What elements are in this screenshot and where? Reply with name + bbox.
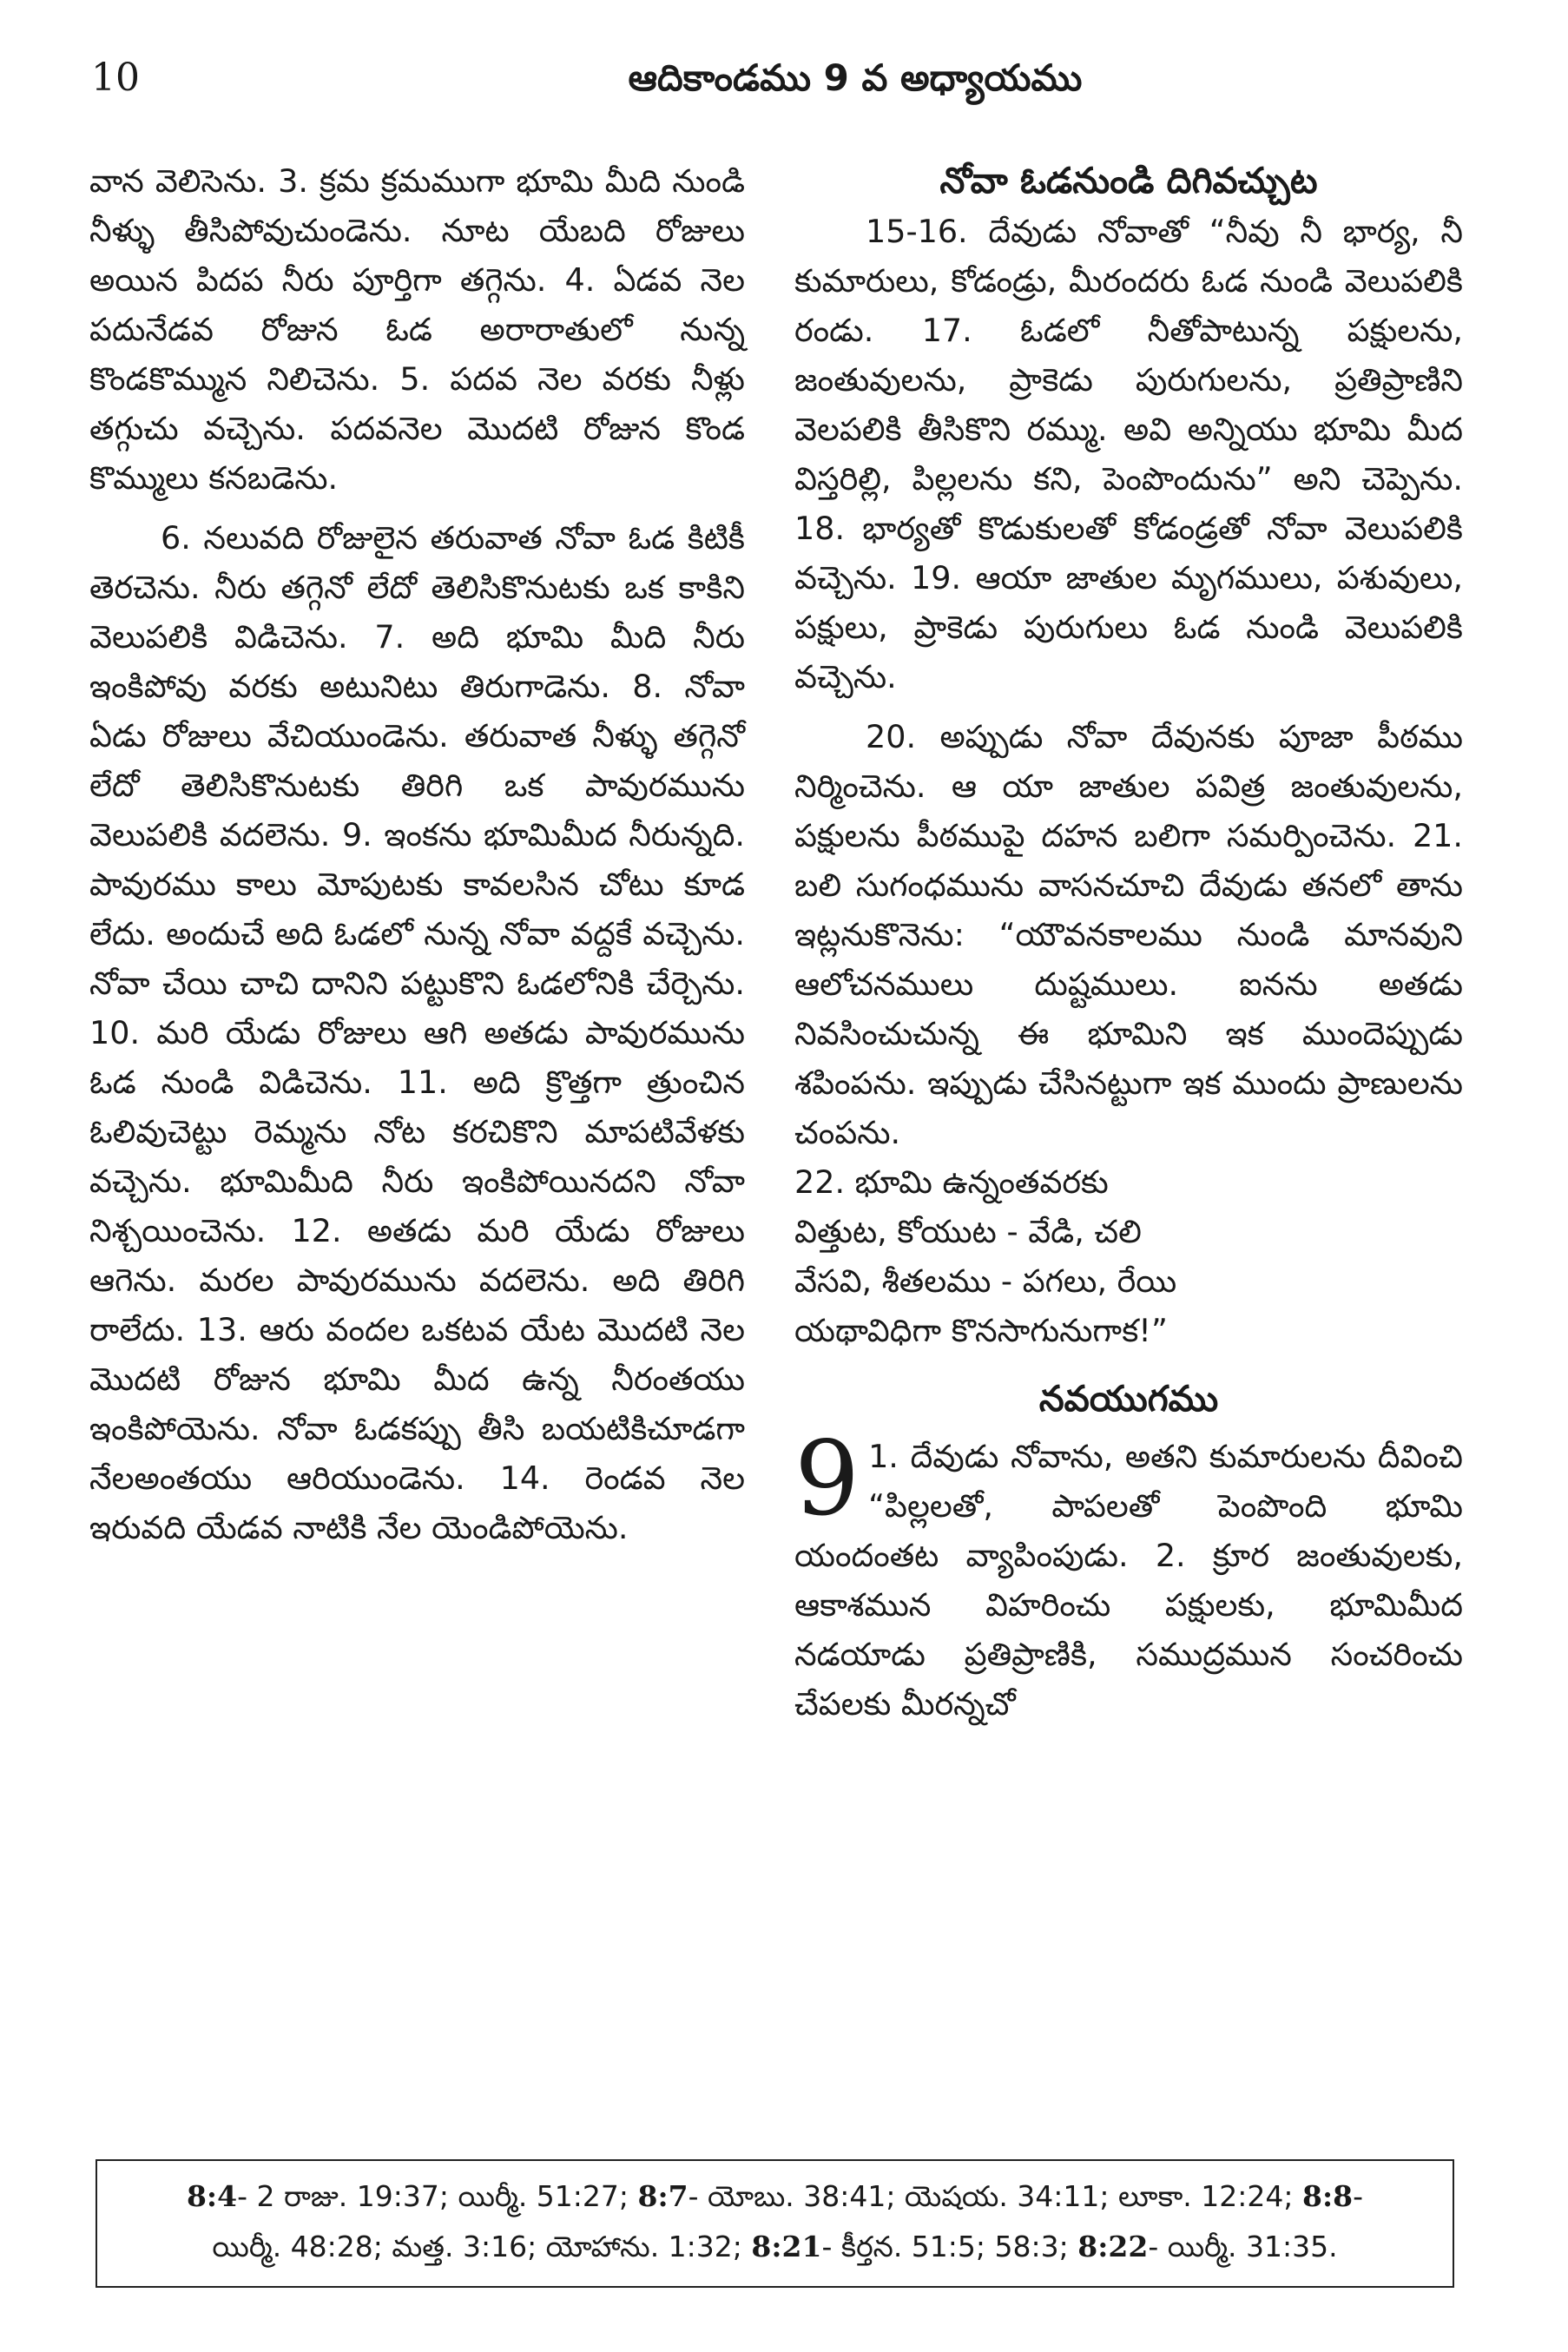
footnote-line <box>115 2222 1435 2272</box>
paragraph: 6. నలువది రోజులైన తరువాత నోవా ఓడ కిటికీ తెరచెను. నీరు తగ్గెనో లేదో తెలిసికొనుటకు ఒక కాకిని వెలుపలికి విడిచెను. 7. అది భూమి మీది నీరు ఇంకిపోవు వరకు అటునిటు తిరుగాడెను. 8. నోవా ఏడు రోజులు వేచియుండెను. తరువాత నీళ్ళు తగ్గెనో లేదో తెలిసికొనుటకు తిరిగి ఒక పావురమును వెలుపలికి వదలెను. 9. ఇంకను భూమిమీద నీరున్నది. పావురము కాలు మోపుటకు కావలసిన చోటు కూడ లేదు. అందుచే అది ఓడలో నున్న నోవా వద్దకే వచ్చెను. నోవా చేయి చాచి దానిని పట్టుకొని ఓడలోనికి చేర్చెను. 10. మరి యేడు రోజులు ఆగి అతడు పావురమును ఓడ నుండి విడిచెను. 11. అది క్రొత్తగా త్రుంచిన ఓలివుచెట్టు రెమ్మను నోట కరచికొని మాపటివేళకు వచ్చెను. భూమిమీది నీరు ఇంకిపోయినదని నోవా నిశ్చయించెను. 12. అతడు మరి యేడు రోజులు ఆగెను. మరల పావురమును వదలెను. అది తిరిగి రాలేదు. 13. ఆరు వందల ఒకటవ యేట మొదటి నెల మొదటి రోజున భూమి మీద ఉన్న నీరంతయు ఇంకిపోయెను. నోవా ఓడకప్పు తీసి బయటికిచూడగా నేలఅంతయు ఆరియుండెను. 14. రెండవ నెల ఇరువది యేడవ నాటికి నేల యెండిపోయెను. <box>89 519 745 1546</box>
footnote-text: యిర్మీ. 48:28; మత్త. 3:16; యోహాను. 1:32; <box>212 2230 752 2263</box>
running-title: ఆదికాండము 9 వ అధ్యాయము <box>628 56 1083 99</box>
footnote-text: - <box>1353 2179 1364 2213</box>
poem-line: వేసవి, శీతలము - పగలు, రేయి <box>794 1262 1177 1300</box>
poem-line: యథావిధిగా కొనసాగునుగాక!” <box>794 1312 1168 1349</box>
paragraph: 15-16. దేవుడు నోవాతో “నీవు నీ భార్య, నీ కుమారులు, కోడండ్రు, మీరందరు ఓడ నుండి వెలుపలికి రండు. 17. ఓడలో నీతోపాటున్న పక్షులను, జంతువులను, ప్రాకెడు పురుగులను, ప్రతిప్రాణిని వెలపలికి తీసికొని రమ్ము. అవి అన్నియు భూమి మీద విస్తరిల్లి, పిల్లలను కని, పెంపొందును” అని చెప్పెను. 18. భార్యతో కొడుకులతో కోడండ్రతో నోవా వెలుపలికి వచ్చెను. 19. ఆయా జాతుల మృగములు, పశువులు, పక్షులు, ప్రాకెడు పురుగులు ఓడ నుండి వెలుపలికి వచ్చెను. <box>794 213 1463 695</box>
chapter-number: 9 <box>794 1419 860 1538</box>
paragraph: వాన వెలిసెను. 3. క్రమ క్రమముగా భూమి మీది నుండి నీళ్ళు తీసిపోవుచుండెను. నూట యేబది రోజులు అయిన పిదప నీరు పూర్తిగా తగ్గెను. 4. ఏడవ నెల పదునేడవ రోజున ఓడ అరారాతులో నున్న కొండకొమ్మున నిలిచెను. 5. పదవ నెల వరకు నీళ్లు తగ్గుచు వచ్చెను. పదవనెల మొదటి రోజున కొండ కొమ్ములు కనబడెను. <box>89 162 745 497</box>
page-number: 10 <box>91 56 140 100</box>
section-heading: నోవా ఓడనుండి దిగివచ్చుట <box>939 160 1318 201</box>
footnote-text: - యిర్మీ. 31:35. <box>1148 2230 1338 2263</box>
footnote-text: - యోబు. 38:41; యెషయ. 34:11; లూకా. 12:24; <box>688 2179 1302 2213</box>
chapter-text: 1. దేవుడు నోవాను, అతని కుమారులను దీవించి “పిల్లలతో, పాపలతో పెంపొంది భూమి యందంతట వ్యాపింపుడు. 2. క్రూర జంతువులకు, ఆకాశమున విహరించు పక్షులకు, భూమిమీద నడయాడు ప్రతిప్రాణికి, సముద్రమున సంచరించు చేపలకు మీరన్నచో <box>794 1438 1463 1723</box>
footnote-line <box>115 2171 1435 2222</box>
footnote-ref: 8:22 <box>1077 2230 1149 2263</box>
paragraph: 20. అప్పుడు నోవా దేవునకు పూజా పీఠము నిర్మించెను. ఆ యా జాతుల పవిత్ర జంతువులను, పక్షులను పీఠముపై దహన బలిగా సమర్పించెను. 21. బలి సుగంధమును వాసనచూచి దేవుడు తనలో తాను ఇట్లనుకొనెను: “యౌవనకాలము నుండి మానవుని ఆలోచనములు దుష్టములు. ఐనను అతడు నివసించుచున్న ఈ భూమిని ఇక ముందెప్పుడు శపింపను. ఇప్పుడు చేసినట్టుగా ఇక ముందు ప్రాణులను చంపను. <box>794 718 1463 1151</box>
cross-reference-box <box>96 2159 1454 2288</box>
footnote-ref: 8:7 <box>637 2179 688 2213</box>
poem-verse <box>794 1157 1463 1355</box>
footnote-text: - కీర్తన. 51:5; 58:3; <box>821 2230 1078 2263</box>
section-heading: నవయుగము <box>1038 1378 1219 1420</box>
right-column <box>794 156 1463 1729</box>
poem-line: 22. భూమి ఉన్నంతవరకు <box>794 1163 1109 1201</box>
footnote-ref: 8:4 <box>186 2179 238 2213</box>
page-header <box>91 52 1463 113</box>
footnote-text: - 2 రాజు. 19:37; యిర్మీ. 51:27; <box>237 2179 638 2213</box>
chapter-paragraph <box>794 1419 1463 1729</box>
footnote-ref: 8:21 <box>751 2230 822 2263</box>
left-column <box>89 156 745 1552</box>
poem-line: విత్తుట, కోయుట - వేడి, చలి <box>794 1213 1142 1250</box>
footnote-ref: 8:8 <box>1302 2179 1354 2213</box>
